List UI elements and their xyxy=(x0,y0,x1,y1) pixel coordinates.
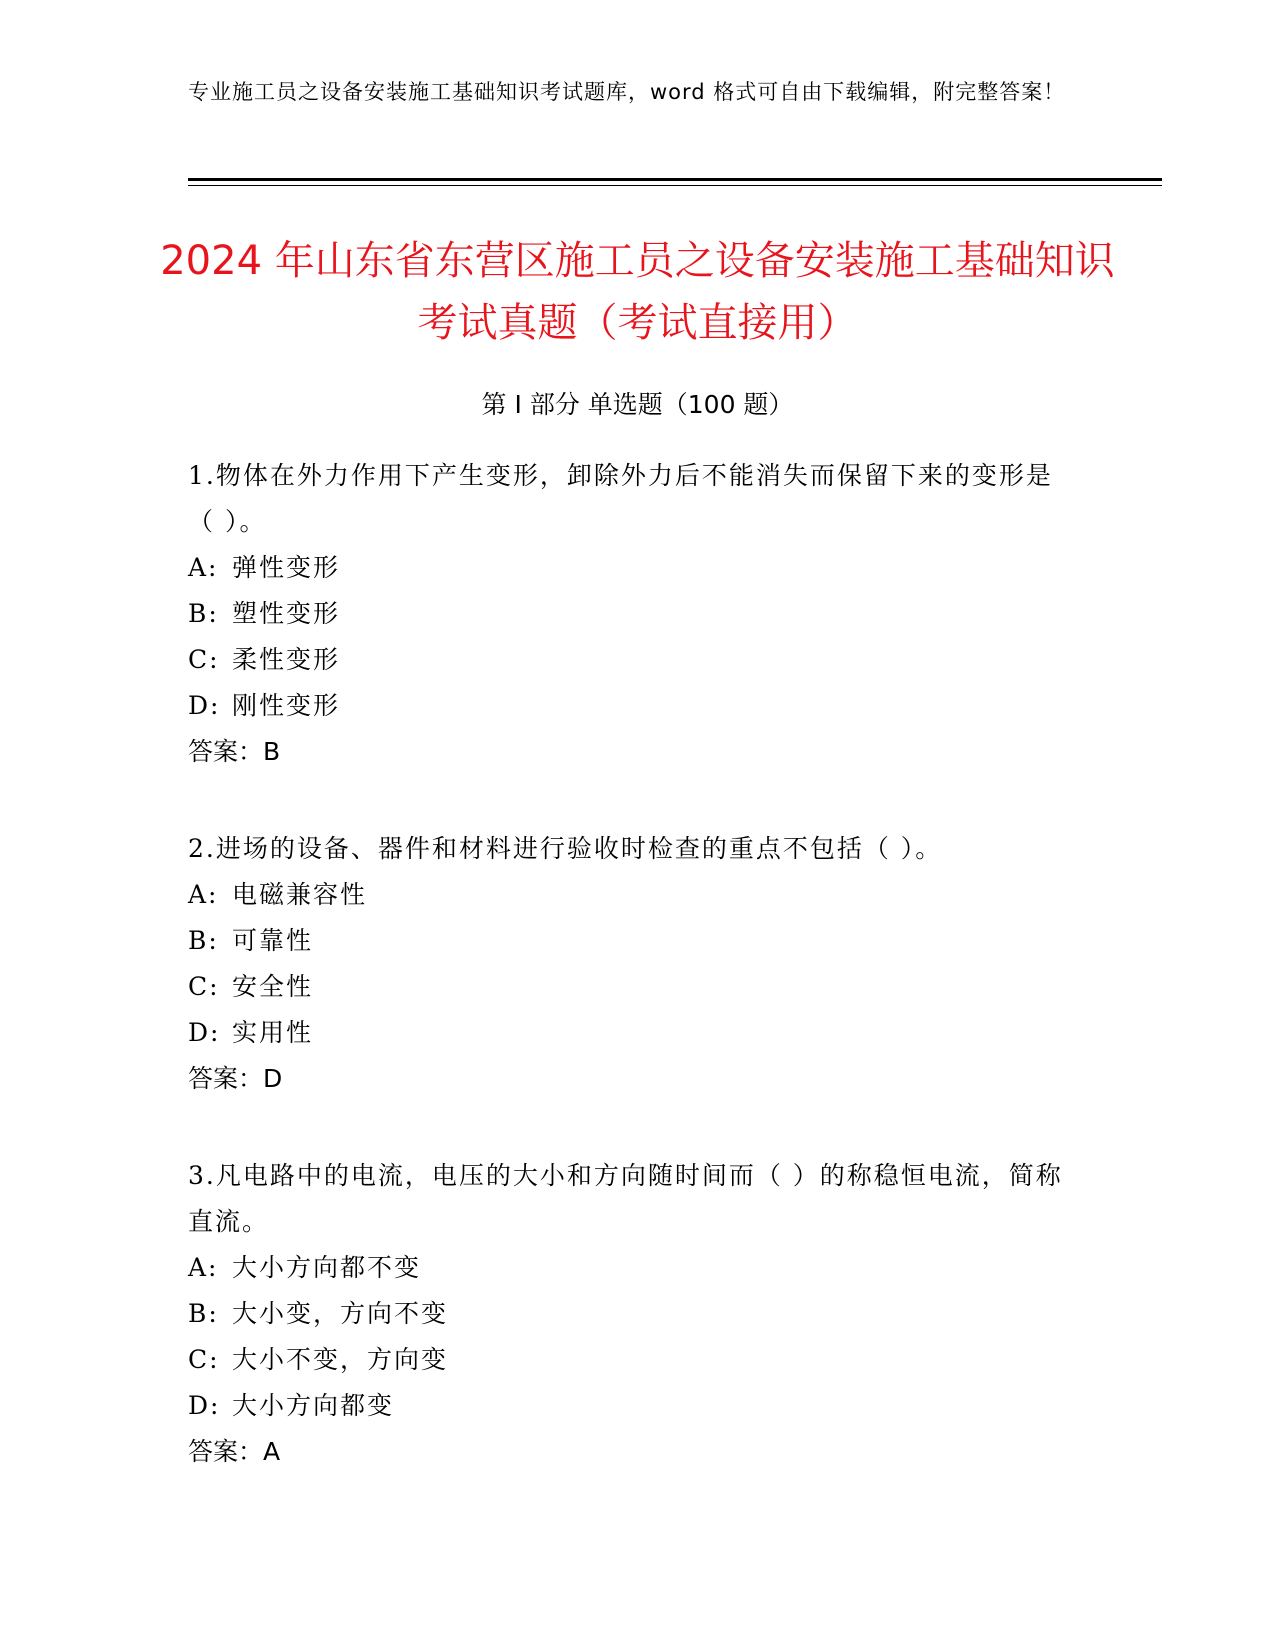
option-key: A: xyxy=(188,553,219,582)
option-key: C: xyxy=(188,972,220,1001)
option-d xyxy=(188,683,1068,729)
option-key: B: xyxy=(188,926,219,955)
question-3 xyxy=(188,1153,1068,1475)
answer-line: 答案：D xyxy=(188,1064,283,1093)
section-heading: 第 I 部分 单选题（100 题） xyxy=(481,390,794,419)
option-text: 可靠性 xyxy=(232,926,314,955)
option-key: B: xyxy=(188,599,219,628)
option-key: B: xyxy=(188,1299,219,1328)
option-text: 柔性变形 xyxy=(232,645,341,674)
option-text: 弹性变形 xyxy=(232,553,341,582)
answer-line: 答案：A xyxy=(188,1437,281,1466)
answer-line: 答案：B xyxy=(188,737,281,766)
option-d xyxy=(188,1383,1068,1429)
option-d xyxy=(188,1010,1068,1056)
option-text: 安全性 xyxy=(232,972,314,1001)
option-key: A: xyxy=(188,880,219,909)
option-b xyxy=(188,1291,1068,1337)
option-b xyxy=(188,591,1068,637)
question-1 xyxy=(188,453,1068,775)
option-c xyxy=(188,1337,1068,1383)
option-c xyxy=(188,964,1068,1010)
option-key: D: xyxy=(188,1018,221,1047)
option-key: D: xyxy=(188,1391,221,1420)
option-text: 大小变，方向不变 xyxy=(232,1299,449,1328)
question-stem: 1.物体在外力作用下产生变形，卸除外力后不能消失而保留下来的变形是（ ）。 xyxy=(188,461,1053,536)
option-key: D: xyxy=(188,691,221,720)
option-text: 大小方向都不变 xyxy=(232,1253,422,1282)
question-stem: 3.凡电路中的电流，电压的大小和方向随时间而（ ）的称稳恒电流，简称直流。 xyxy=(188,1161,1063,1236)
option-text: 塑性变形 xyxy=(232,599,341,628)
option-key: C: xyxy=(188,1345,220,1374)
question-stem: 2.进场的设备、器件和材料进行验收时检查的重点不包括（ ）。 xyxy=(188,834,943,863)
option-c xyxy=(188,637,1068,683)
document-title: 2024 年山东省东营区施工员之设备安装施工基础知识考试真题（考试直接用） xyxy=(160,238,1115,346)
option-key: C: xyxy=(188,645,220,674)
option-a xyxy=(188,872,1068,918)
header-rule-thin xyxy=(188,185,1162,186)
header-rule-thick xyxy=(188,178,1162,181)
option-a xyxy=(188,545,1068,591)
option-text: 实用性 xyxy=(232,1018,314,1047)
header-note: 专业施工员之设备安装施工基础知识考试题库，word 格式可自由下载编辑，附完整答案！ xyxy=(188,80,1066,104)
option-a xyxy=(188,1245,1068,1291)
option-text: 大小不变，方向变 xyxy=(232,1345,449,1374)
option-text: 大小方向都变 xyxy=(232,1391,395,1420)
option-b xyxy=(188,918,1068,964)
question-2 xyxy=(188,826,1068,1102)
option-text: 刚性变形 xyxy=(232,691,341,720)
option-key: A: xyxy=(188,1253,219,1282)
option-text: 电磁兼容性 xyxy=(232,880,368,909)
